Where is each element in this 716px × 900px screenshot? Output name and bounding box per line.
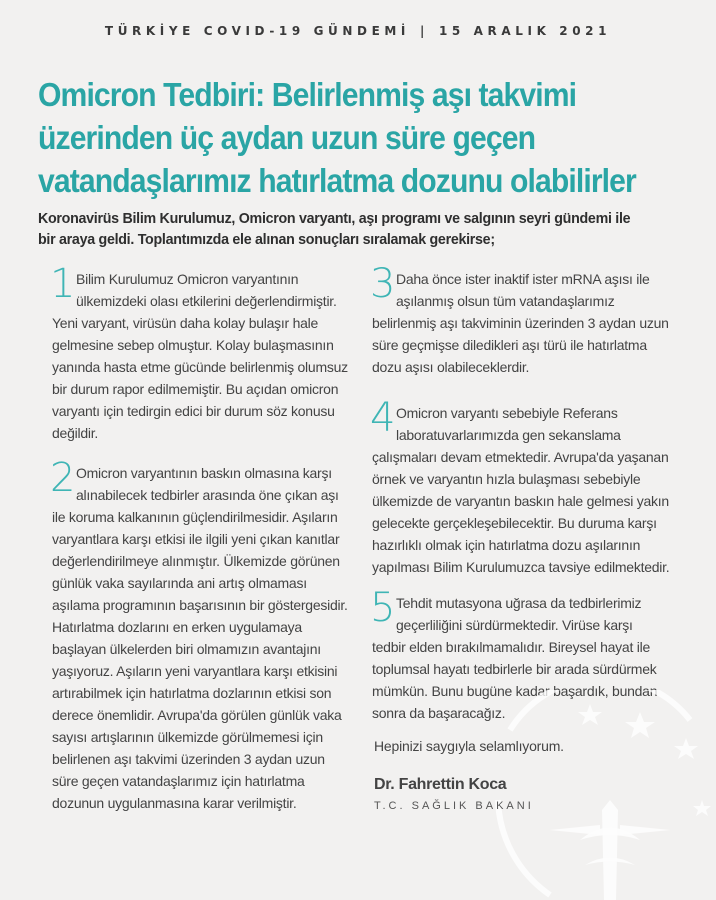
item-5-first-line-1: Tehdit mutasyona uğrasa da tedbirlerimiz [396,595,642,611]
item-5-line: toplumsal hayatı tedbirlerle bir arada sürdürmek [372,661,657,677]
header-separator: | [420,24,429,38]
item-4-line: hazırlıklı olmak için hatırlatma dozu aşılarının [372,537,641,553]
item-1-line: yanında hasta etme gücünde belirlenmiş olumsuz [52,359,348,375]
signature-name: Dr. Fahrettin Koca [374,776,507,793]
item-1-first-line-2: ülkemizdeki olası etkilerini değerlendirmiştir. [76,293,337,309]
item-4-first-line-1: Omicron varyantı sebebiyle Referans [396,405,618,421]
item-2-line: Hatırlatma dozlarını en erken uygulamaya [52,619,302,635]
item-number-4: 4 [370,395,396,441]
page-title [38,74,686,203]
item-4 [370,395,677,578]
intro-line-1: Koronavirüs Bilim Kurulumuz, Omicron varyantı, aşı programı ve salgının seyri gündemi ile [38,210,631,227]
item-1-line: bir durum rapor edilmemiştir. Bu açıdan omicron [52,381,339,397]
item-number-1: 1 [50,261,76,307]
intro-paragraph [38,208,665,250]
item-4-line: yapılması Bilim Kurulumuzca tavsiye edilmektedir. [372,559,670,575]
item-2-line: sayısı artışlarının ülkemizde görülmemesi için [52,729,323,745]
item-3-line: belirlenmiş aşı takviminin üzerinden 3 aydan uzun [372,315,669,331]
item-2-line: aşılama programının başarısının bir göstergesidir. [52,597,348,613]
closing-greeting: Hepinizi saygıyla selamlıyorum. [374,738,564,754]
item-2-line: belirlenen aşı takvimi üzerinden 3 aydan uzun [52,751,325,767]
header-bar [0,24,716,38]
title-line-2: üzerinden üç aydan uzun süre geçen [38,120,536,157]
item-4-line: çalışmaları devam etmektedir. Avrupa'da yaşanan [372,449,669,465]
item-2 [50,455,352,814]
item-3-line: süre geçmişse diledikleri aşı türü ile hatırlatma [372,337,647,353]
item-4-line: ülkemizde de varyantın baskın hale gelmesi yakın [372,493,669,509]
item-2-first-line-2: alınabilecek tedbirler arasında öne çıkan aşı [76,487,339,503]
intro-line-2: bir araya geldi. Toplantımızda ele alınan sonuçları sıralamak gerekirse; [38,231,495,248]
item-2-line: dozunun uygulanmasına karar verilmiştir. [52,795,297,811]
item-2-line: günlük vaka sayılarında ani artış olmaması [52,575,307,591]
item-number-3: 3 [370,261,396,307]
item-5-first-line-2: geçerliliğini sürdürmektedir. Virüse karşı [396,617,633,633]
item-5-line: tedbir elden bırakılmamalıdır. Bireysel hayat ile [372,639,650,655]
item-2-line: başlayan ülkelerden biri olmamızın avantajını [52,641,321,657]
item-4-line: örnek ve varyantın hızla bulaşması sebebiyle [372,471,641,487]
ministry-emblem-watermark-icon [490,690,716,900]
item-1-line: gelmesine sebep olmuştur. Kolay bulaşmasının [52,337,334,353]
item-2-line: yaşıyoruz. Aşıların yeni varyantlara karşı etkisini [52,663,338,679]
item-4-line: gelecekte gerçekleşebilecektir. Bu duruma karşı [372,515,657,531]
item-3-first-line-2: aşılanmış olsun tüm vatandaşlarımız [396,293,615,309]
item-1 [50,261,352,444]
item-3 [370,261,677,378]
signature-role: T.C. SAĞLIK BAKANI [374,800,534,812]
item-4-first-line-2: laboratuvarlarımızda gen sekanslama [396,427,621,443]
item-2-first-line-1: Omicron varyantının baskın olmasına karşı [76,465,332,481]
item-1-line: değildir. [52,425,99,441]
item-3-first-line-1: Daha önce ister inaktif ister mRNA aşısı ile [396,271,650,287]
item-number-2: 2 [50,455,76,501]
header-date: 15 ARALIK 2021 [438,24,612,38]
item-2-line: derece önemlidir. Avrupa'da görülen günlük vaka [52,707,342,723]
item-2-line: değerlendirilmeye alınmıştır. Ülkemizde görünen [52,553,340,569]
item-2-line: artırabilmek için hatırlatma dozlarının etkisi son [52,685,332,701]
item-1-first-line-1: Bilim Kurulumuz Omicron varyantının [76,271,299,287]
item-2-line: ile koruma kalkanının güçlendirilmesidir. Aşıların [52,509,338,525]
item-1-line: Yeni varyant, virüsün daha kolay bulaşır hale [52,315,319,331]
item-2-line: varyantlara karşı etkisi ile ilgili yeni çıkan kanıtlar [52,531,340,547]
item-2-line: süre geçen vatandaşlarımız için hatırlatma [52,773,305,789]
item-5-line: sonra da başaracağız. [372,705,506,721]
title-line-1: Omicron Tedbiri: Belirlenmiş aşı takvimi [38,77,577,114]
item-1-line: varyantı için tedirgin edici bir durum söz konusu [52,403,335,419]
item-3-line: dozu aşısı olabileceklerdir. [372,359,530,375]
item-number-5: 5 [370,585,396,631]
title-line-3: vatandaşlarımız hatırlatma dozunu olabilirler [38,163,636,200]
item-5-line: mümkün. Bunu bugüne kadar başardık, bundan [372,683,658,699]
header-topic: TÜRKİYE COVID-19 GÜNDEMİ [104,24,410,38]
